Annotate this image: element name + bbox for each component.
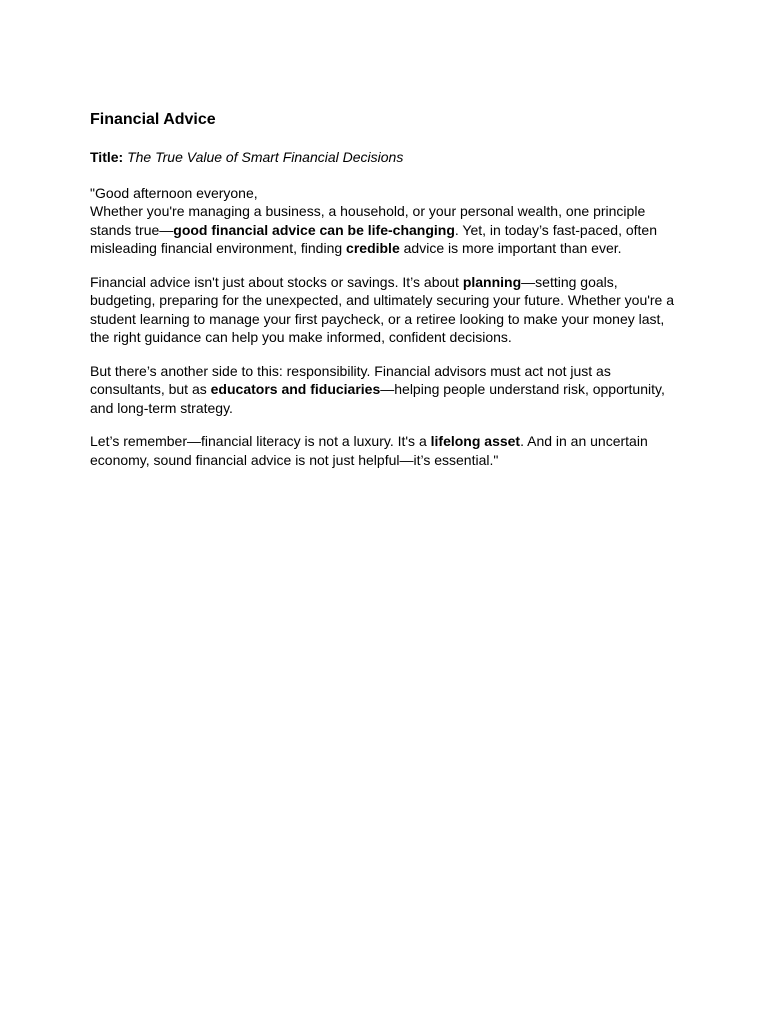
paragraph-text: But there’s another side to this: responsibility. Financial advisors must act not just as consultants, but as (90, 362, 611, 397)
paragraph-planning (90, 273, 680, 347)
speech-title-line (90, 148, 680, 167)
greeting-text: "Good afternoon everyone, (90, 184, 258, 201)
paragraph-text: advice is more important than ever. (399, 240, 622, 256)
bold-phrase: good financial advice can be life-changing (173, 221, 455, 238)
bold-phrase: educators and fiduciaries (210, 381, 381, 397)
document-heading: Financial Advice (90, 111, 216, 128)
paragraph-text: . Yet, in today’s fast-paced, often misleading financial environment, finding (90, 221, 657, 256)
title-label: Title: (90, 149, 124, 165)
bold-phrase: planning (462, 273, 522, 290)
document-page (90, 109, 680, 469)
paragraph-text: . And in an uncertain economy, sound financial advice is not just helpful—it’s essential." (90, 433, 648, 468)
paragraph-closing (90, 432, 680, 469)
paragraph-text: Whether you're managing a business, a household, or your personal wealth, one principle stands true— (90, 203, 646, 238)
bold-phrase: lifelong asset (430, 433, 521, 449)
paragraph-text: —helping people understand risk, opportunity, and long-term strategy. (90, 381, 665, 416)
title-value: The True Value of Smart Financial Decisions (127, 149, 404, 165)
bold-phrase: credible (346, 240, 400, 256)
paragraph-text: Let’s remember—financial literacy is not a luxury. It's a (90, 433, 431, 449)
paragraph-text: Financial advice isn't just about stocks or savings. It’s about (90, 273, 463, 290)
paragraph-text: —setting goals, budgeting, preparing for the unexpected, and ultimately securing your future. Whether you're a student learning to manage your first paycheck, or a retiree looking to make your money last, the right guidance can help you make informed, confident decisions. (90, 273, 675, 345)
paragraph-opening (90, 184, 680, 258)
paragraph-responsibility (90, 362, 680, 418)
